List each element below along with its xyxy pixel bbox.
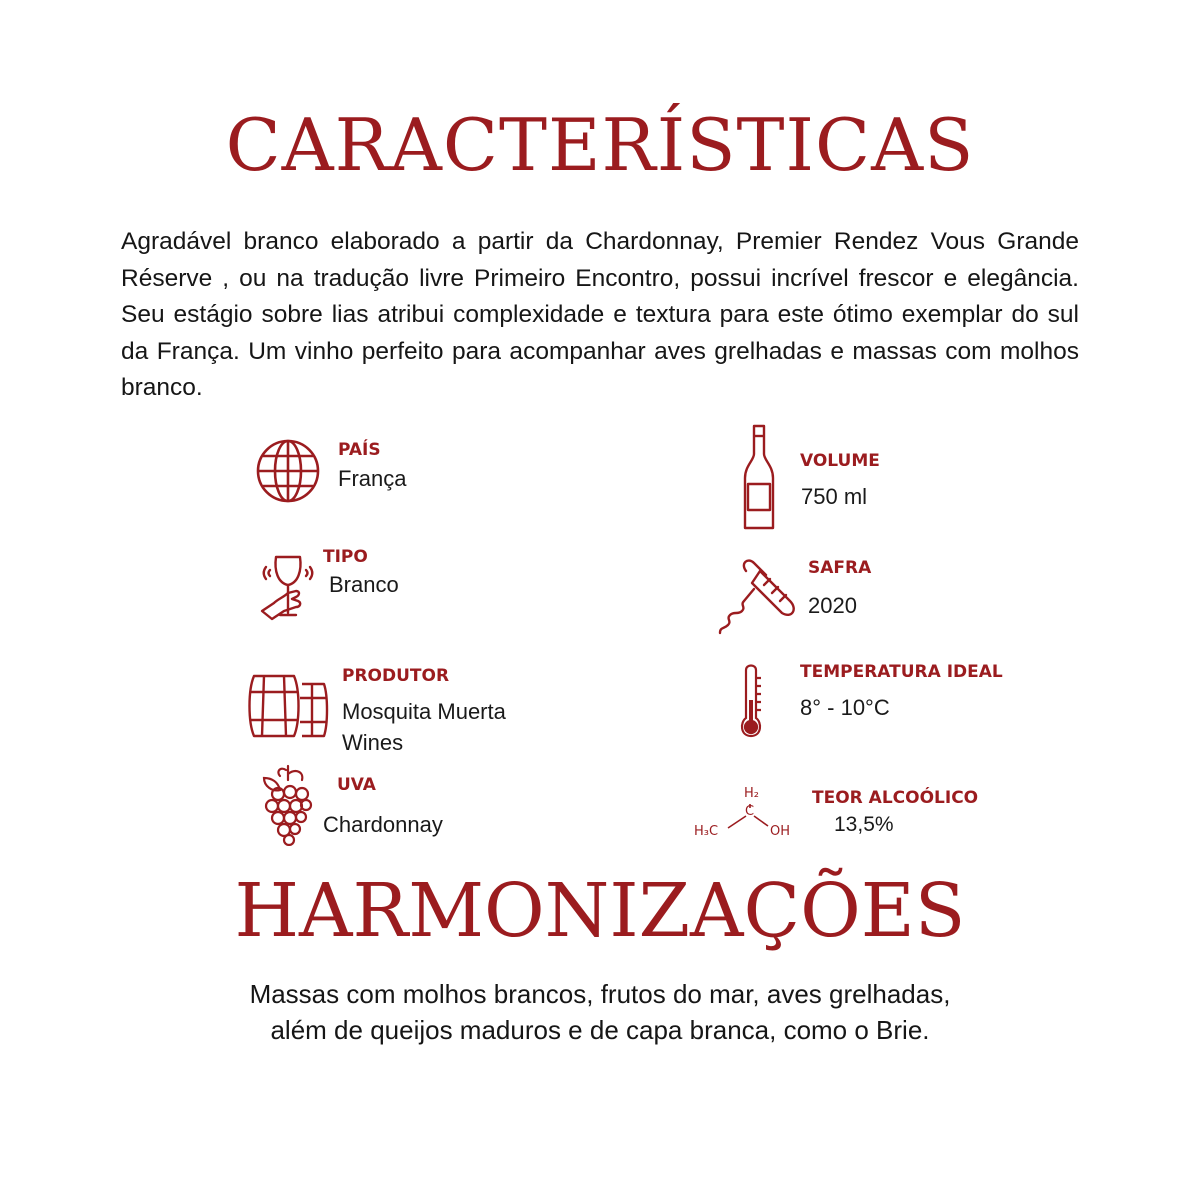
harmonization-line1: Massas com molhos brancos, frutos do mar, aves grelhadas,: [249, 979, 951, 1009]
tipo-value: Branco: [329, 572, 399, 597]
formula-c: C: [745, 804, 755, 819]
bottle-icon: [743, 424, 775, 530]
grapes-icon: [258, 764, 318, 846]
formula-oh: OH: [770, 824, 791, 839]
uva-value: Chardonnay: [323, 812, 443, 837]
globe-icon: [255, 438, 321, 504]
formula-h3c: H₃C: [694, 824, 719, 839]
pais-value: França: [338, 466, 407, 491]
temperatura-value: 8° - 10°C: [800, 695, 890, 720]
harmonization-line2: além de queijos maduros e de capa branca, como o Brie.: [270, 1015, 930, 1045]
wine-glass-hand-icon: [258, 553, 318, 623]
tipo-label: TIPO: [323, 547, 368, 567]
safra-label: SAFRA: [808, 558, 872, 578]
harmonization-text: [0, 976, 1200, 1048]
safra-value: 2020: [808, 593, 857, 618]
temperatura-label: TEMPERATURA IDEAL: [800, 662, 1003, 682]
produtor-value-line2: Wines: [342, 730, 404, 755]
characteristics-heading: CARACTERÍSTICAS: [225, 103, 975, 187]
corkscrew-icon: [718, 557, 804, 639]
volume-value: 750 ml: [801, 484, 868, 509]
ethanol-formula-icon: [692, 786, 802, 846]
wine-description: Agradável branco elaborado a partir da Chardonnay, Premier Rendez Vous Grande Réserve , ou na tradução livre Primeiro Encontro, possui incrível frescor e elegância. Seu estágio sobre lias atribui complexidade e textura para este ótimo exemplar do sul da França. Um vinho perfeito para acompanhar aves grelhadas e massas com molhos branco.: [121, 228, 1079, 401]
teor-value: 13,5%: [834, 813, 894, 836]
pais-label: PAÍS: [338, 440, 381, 460]
produtor-label: PRODUTOR: [342, 666, 450, 686]
formula-h2: H₂: [744, 786, 759, 801]
uva-label: UVA: [337, 775, 376, 795]
teor-label: TEOR ALCOÓLICO: [812, 788, 979, 808]
harmonization-heading: HARMONIZAÇÕES: [234, 868, 966, 954]
produtor-value-line1: Mosquita Muerta: [342, 699, 506, 724]
thermometer-icon: [738, 664, 766, 740]
barrels-icon: [246, 672, 330, 740]
volume-label: VOLUME: [800, 451, 880, 471]
